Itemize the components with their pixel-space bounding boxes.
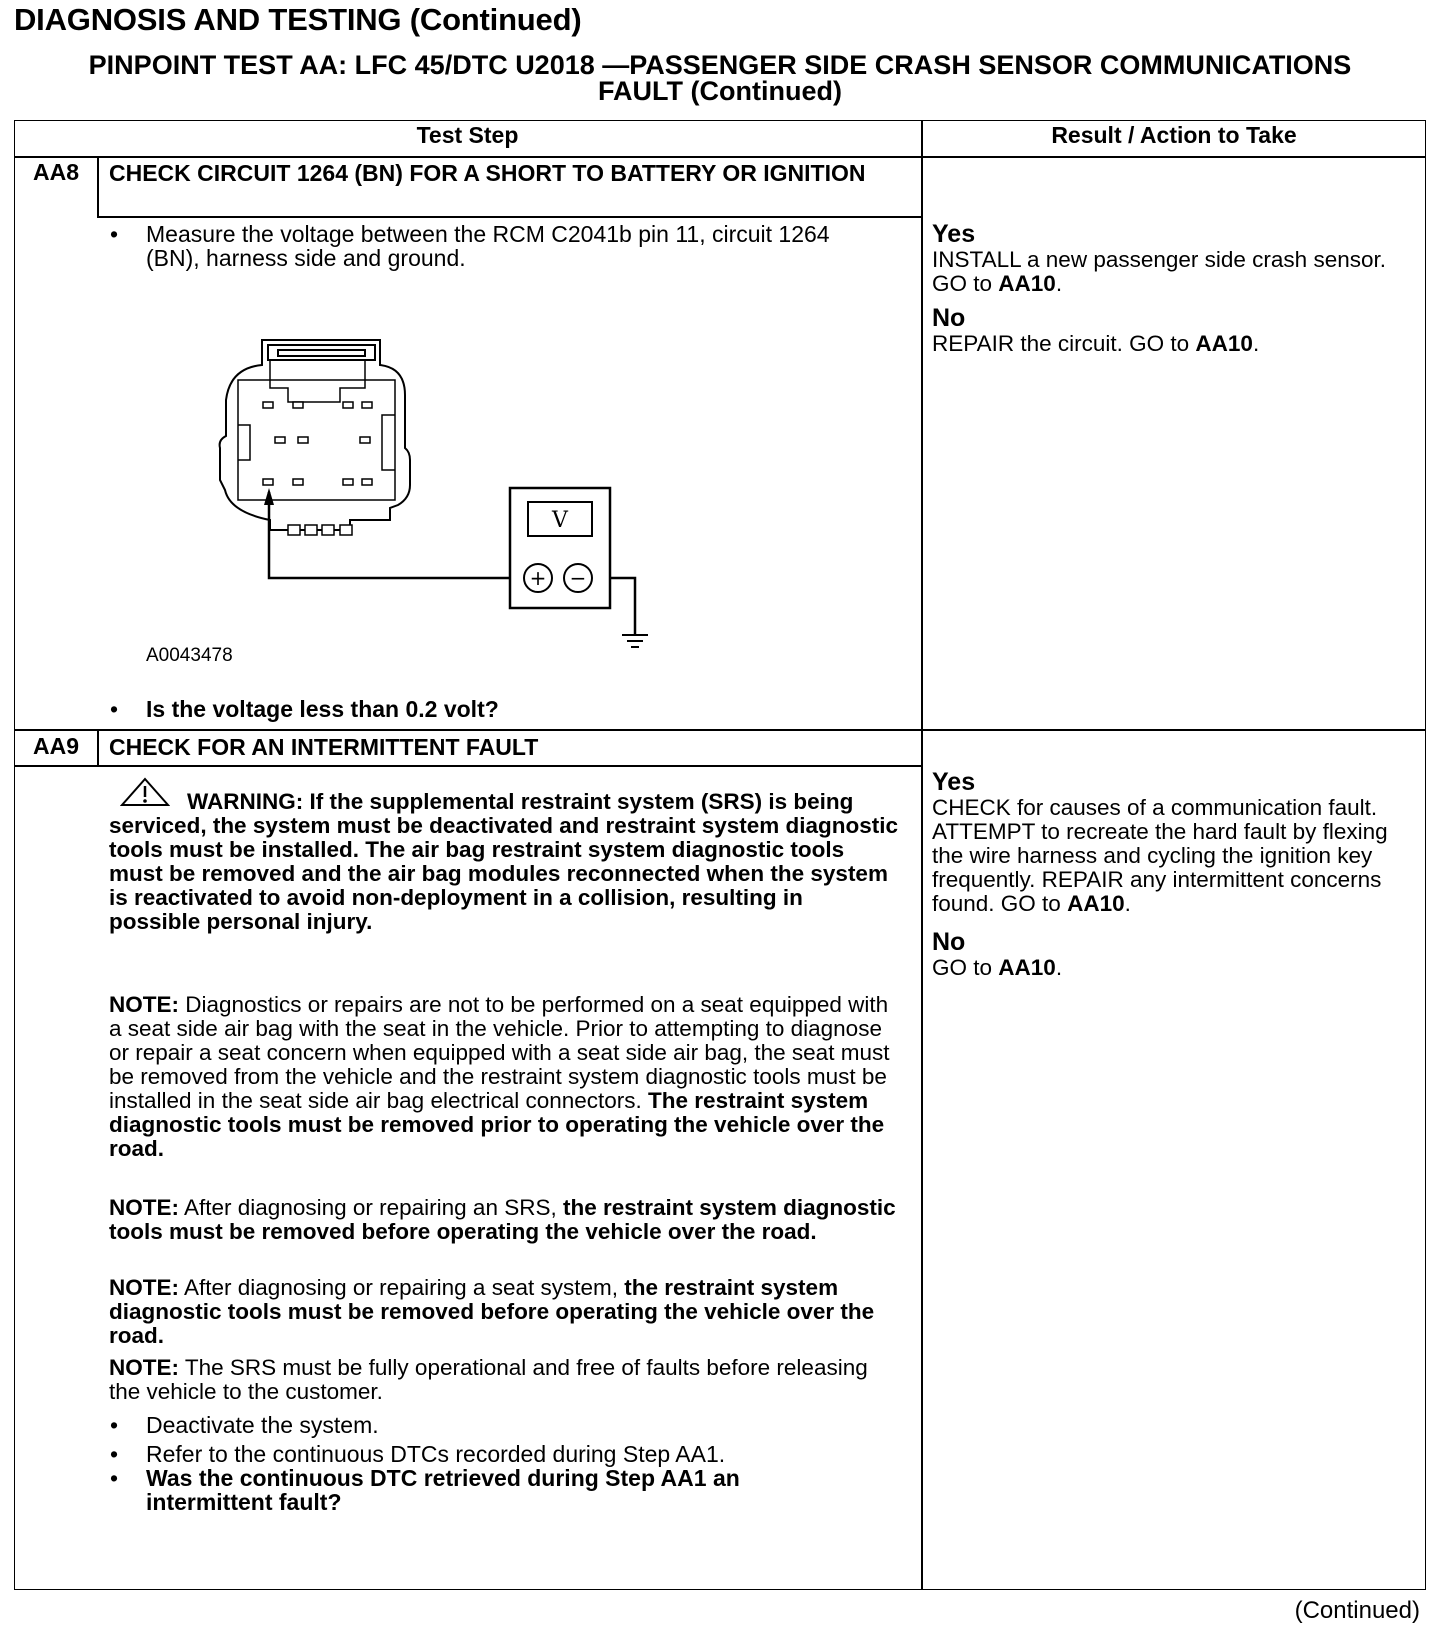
aa8-question: Is the voltage less than 0.2 volt?	[146, 696, 499, 722]
step-id-aa8: AA8	[32, 159, 79, 185]
aa9-title-rule	[14, 765, 921, 767]
step-id-divider-aa8	[97, 157, 99, 217]
bullet-marker: •	[110, 1412, 119, 1438]
bullet-marker: •	[110, 1441, 119, 1467]
svg-text:+: +	[529, 566, 547, 590]
aa9-row-rule	[14, 729, 1426, 731]
pinpoint-test-title	[14, 52, 1426, 104]
aa8-no-action: REPAIR the circuit. GO to AA10.	[932, 331, 1260, 356]
aa8-yes-label: Yes	[932, 220, 976, 248]
aa8-title-rule	[97, 216, 921, 218]
aa8-yes-action: INSTALL a new passenger side crash sensor. GO to AA10.	[932, 247, 1386, 296]
aa9-deactivate: Deactivate the system.	[146, 1412, 379, 1438]
bullet-marker: •	[110, 696, 119, 722]
voltmeter-symbol: V	[552, 508, 568, 533]
bullet-marker: •	[110, 1465, 119, 1491]
page-heading: DIAGNOSIS AND TESTING (Continued)	[14, 2, 582, 37]
connector-pins	[263, 402, 372, 535]
continued-footer: (Continued)	[1294, 1597, 1420, 1624]
aa9-no-label: No	[932, 928, 966, 956]
svg-text:−: −	[569, 566, 587, 590]
aa8-instruction: Measure the voltage between the RCM C2041b pin 11, circuit 1264 (BN), harness side and ground.	[146, 221, 830, 271]
step-title-aa8: CHECK CIRCUIT 1264 (BN) FOR A SHORT TO BATTERY OR IGNITION	[109, 160, 866, 186]
srs-warning: WARNING: If the supplemental restraint system (SRS) is being serviced, the system must be deactivated and restraint system diagnostic tools must be installed. The air bag restraint system diagnostic tools must be removed and the air bag modules reconnected when the system is reactivated to avoid non-deployment in a collision, resulting in possible personal injury.	[109, 789, 899, 934]
note-after-srs-repair: NOTE: After diagnosing or repairing an SRS, the restraint system diagnostic tools must be removed before operating the vehicle over the road.	[109, 1195, 896, 1244]
step-id-divider-aa9	[97, 730, 99, 766]
column-header-test-step: Test Step	[416, 122, 519, 148]
column-header-result-action: Result / Action to Take	[1051, 122, 1297, 148]
aa9-no-action: GO to AA10.	[932, 955, 1063, 980]
ground-symbol	[622, 635, 648, 647]
figure-id: A0043478	[146, 645, 233, 666]
aa9-refer-dtcs: Refer to the continuous DTCs recorded during Step AA1.	[146, 1441, 726, 1467]
aa9-question: Was the continuous DTC retrieved during Step AA1 an intermittent fault?	[146, 1465, 740, 1515]
note-after-seat-repair: NOTE: After diagnosing or repairing a seat system, the restraint system diagnostic tools must be removed before operating the vehicle over the road.	[109, 1275, 875, 1348]
probe-tip	[264, 488, 274, 505]
step-id-aa9: AA9	[32, 733, 79, 759]
aa9-yes-action: CHECK for causes of a communication fault. ATTEMPT to recreate the hard fault by flexing the wire harness and cycling the ignition key frequently. REPAIR any intermittent concerns found. GO to AA10.	[932, 795, 1388, 916]
test-title-line2: FAULT (Continued)	[598, 76, 842, 106]
aa8-no-label: No	[932, 304, 966, 332]
bullet-marker: •	[110, 221, 119, 247]
note-srs-operational: NOTE: The SRS must be fully operational and free of faults before releasing the vehicle to the customer.	[109, 1355, 868, 1404]
aa9-yes-label: Yes	[932, 768, 976, 796]
connector-voltmeter-diagram	[210, 330, 680, 650]
header-rule	[14, 156, 1426, 158]
test-title-line1: PINPOINT TEST AA: LFC 45/DTC U2018 —PASSENGER SIDE CRASH SENSOR COMMUNICATIONS	[88, 50, 1352, 80]
step-title-aa9: CHECK FOR AN INTERMITTENT FAULT	[109, 734, 539, 760]
column-divider	[921, 120, 923, 1590]
note-seat-side-airbag: NOTE: Diagnostics or repairs are not to be performed on a seat equipped with a seat side air bag with the seat in the vehicle. Prior to attempting to diagnose or repair a seat concern when equipped with a seat side air bag, the seat must be removed from the vehicle and the restraint system diagnostic tools must be installed in the seat side air bag electrical connectors. The restraint system diagnostic tools must be removed prior to operating the vehicle over the road.	[109, 992, 890, 1161]
